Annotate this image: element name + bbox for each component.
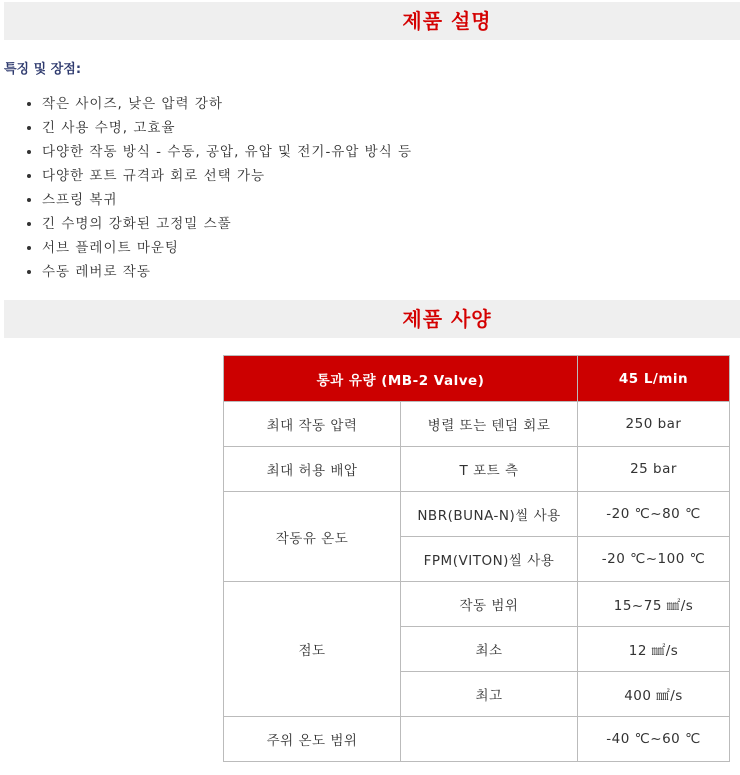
table-row	[224, 402, 730, 447]
feature-item: • 다양한 작동 방식 - 수동, 공압, 유압 및 전기-유압 방식 등	[42, 140, 412, 164]
ambient-temp-label: 주위 온도 범위	[224, 717, 401, 762]
table-row	[224, 492, 730, 537]
feature-item: • 다양한 포트 규격과 회로 선택 가능	[42, 164, 412, 188]
description-section-bar	[4, 2, 740, 40]
ambient-temp-value: -40 ℃~60 ℃	[578, 717, 730, 762]
back-pressure-condition: T 포트 측	[401, 447, 578, 492]
spec-section-bar	[4, 300, 740, 338]
spec-title: 제품 사양	[402, 307, 492, 331]
table-row	[224, 717, 730, 762]
ambient-temp-condition	[401, 717, 578, 762]
flow-rate-label: 통과 유량 (MB-2 Valve)	[224, 356, 578, 402]
back-pressure-label: 최대 허용 배압	[224, 447, 401, 492]
feature-item: • 긴 사용 수명, 고효율	[42, 116, 412, 140]
viscosity-label: 점도	[224, 582, 401, 717]
max-pressure-label: 최대 작동 압력	[224, 402, 401, 447]
oil-temp-nbr-value: -20 ℃~80 ℃	[578, 492, 730, 537]
table-row	[224, 447, 730, 492]
feature-item: • 스프링 복귀	[42, 188, 412, 212]
viscosity-range-condition: 작동 범위	[401, 582, 578, 627]
oil-temp-fpm-condition: FPM(VITON)씰 사용	[401, 537, 578, 582]
viscosity-max-value: 400 ㎟/s	[578, 672, 730, 717]
viscosity-range-value: 15~75 ㎟/s	[578, 582, 730, 627]
flow-rate-value: 45 L/min	[578, 356, 730, 402]
oil-temp-fpm-value: -20 ℃~100 ℃	[578, 537, 730, 582]
back-pressure-value: 25 bar	[578, 447, 730, 492]
viscosity-max-condition: 최고	[401, 672, 578, 717]
table-row	[224, 582, 730, 627]
oil-temp-nbr-condition: NBR(BUNA-N)씰 사용	[401, 492, 578, 537]
feature-item: • 작은 사이즈, 낮은 압력 강하	[42, 92, 412, 116]
features-heading: 특징 및 장점:	[4, 62, 82, 77]
max-pressure-condition: 병렬 또는 텐덤 회로	[401, 402, 578, 447]
feature-item: • 서브 플레이트 마운팅	[42, 236, 412, 260]
viscosity-min-value: 12 ㎟/s	[578, 627, 730, 672]
feature-item: • 수동 레버로 작동	[42, 260, 412, 284]
oil-temp-label: 작동유 온도	[224, 492, 401, 582]
viscosity-min-condition: 최소	[401, 627, 578, 672]
max-pressure-value: 250 bar	[578, 402, 730, 447]
spec-header-row	[224, 356, 730, 402]
description-title: 제품 설명	[402, 9, 492, 33]
features-list	[4, 92, 412, 284]
feature-item: • 긴 수명의 강화된 고정밀 스풀	[42, 212, 412, 236]
spec-table	[223, 355, 730, 762]
